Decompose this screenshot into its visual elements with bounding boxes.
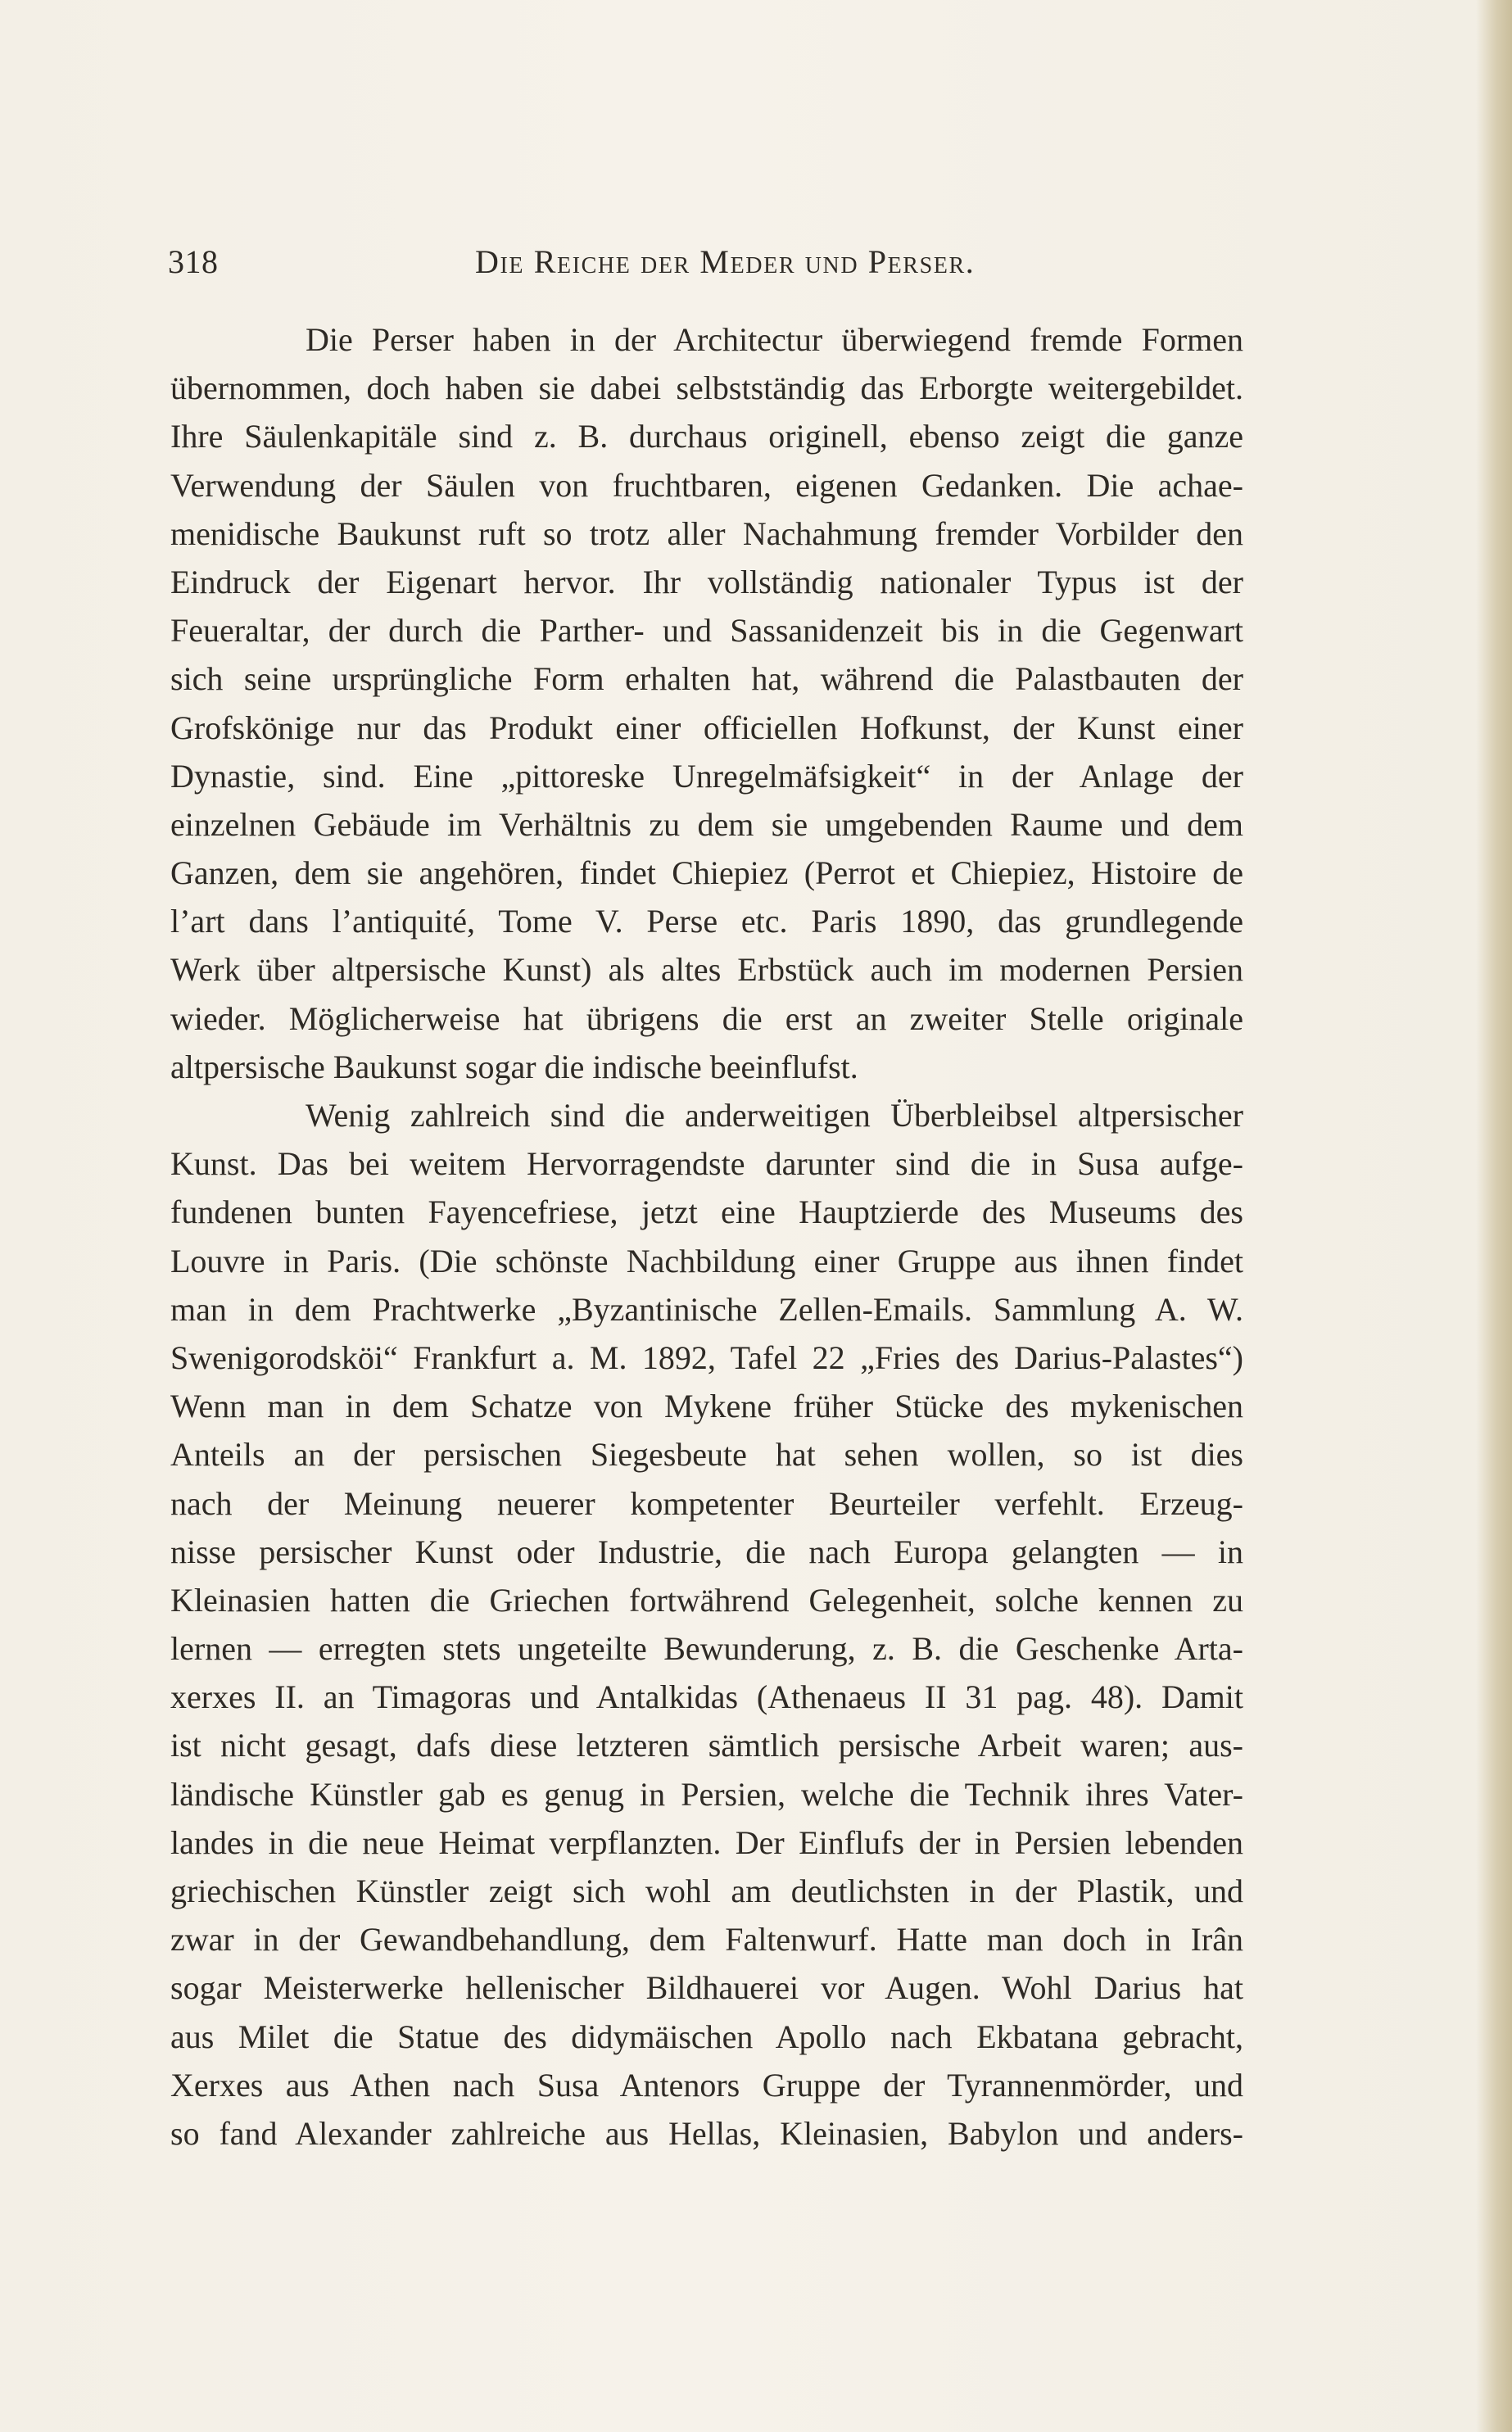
text-line: xerxes II. an Timagoras und Antalkidas (Athenaeus II 31 pag. 48). Damit bbox=[170, 1678, 1243, 1716]
text-line: altpersische Baukunst sogar die indische beeinflufst. bbox=[170, 1048, 858, 1085]
text-line: Wenig zahlreich sind die anderweitigen Überbleibsel altpersischer bbox=[306, 1097, 1243, 1134]
text-line: fundenen bunten Fayencefriese, jetzt eine Hauptzierde des Museums des bbox=[170, 1193, 1243, 1231]
text-line: ist nicht gesagt, dafs diese letzteren sämtlich persische Arbeit waren; aus- bbox=[170, 1727, 1243, 1764]
text-line: Anteils an der persischen Siegesbeute hat sehen wollen, so ist dies bbox=[170, 1436, 1243, 1474]
text-line: man in dem Prachtwerke „Byzantinische Zellen-Emails. Sammlung A. W. bbox=[170, 1290, 1243, 1328]
text-line: so fand Alexander zahlreiche aus Hellas, Kleinasien, Babylon und anders- bbox=[170, 2114, 1243, 2152]
text-line: Dynastie, sind. Eine „pittoreske Unregelmäfsigkeit“ in der Anlage der bbox=[170, 757, 1243, 795]
text-line: zwar in der Gewandbehandlung, dem Faltenwurf. Hatte man doch in Irân bbox=[170, 1921, 1243, 1959]
text-line: Eindruck der Eigenart hervor. Ihr vollständig nationaler Typus ist der bbox=[170, 563, 1243, 600]
text-line: einzelnen Gebäude im Verhältnis zu dem sie umgebenden Raume und dem bbox=[170, 805, 1243, 843]
text-line: Verwendung der Säulen von fruchtbaren, eigenen Gedanken. Die achae- bbox=[170, 466, 1243, 504]
text-line: l’art dans l’antiquité, Tome V. Perse etc. Paris 1890, das grundlegende bbox=[170, 903, 1243, 940]
text-line: aus Milet die Statue des didymäischen Apollo nach Ekbatana gebracht, bbox=[170, 2018, 1243, 2055]
body-text bbox=[170, 315, 1243, 2158]
text-line: Swenigorodsköi“ Frankfurt a. M. 1892, Tafel 22 „Fries des Darius-Palastes“) bbox=[170, 1338, 1243, 1376]
text-line: Die Perser haben in der Architectur überwiegend fremde Formen bbox=[306, 321, 1243, 358]
page-header bbox=[168, 238, 1110, 287]
text-line: nisse persischer Kunst oder Industrie, die nach Europa gelangten — in bbox=[170, 1533, 1243, 1570]
text-line: Xerxes aus Athen nach Susa Antenors Gruppe der Tyrannenmörder, und bbox=[170, 2066, 1243, 2104]
text-line: Wenn man in dem Schatze von Mykene früher Stücke des mykenischen bbox=[170, 1388, 1243, 1425]
text-line: landes in die neue Heimat verpflanzten. Der Einflufs der in Persien lebenden bbox=[170, 1823, 1243, 1861]
text-line: Ganzen, dem sie angehören, findet Chiepiez (Perrot et Chiepiez, Histoire de bbox=[170, 854, 1243, 892]
text-line: übernommen, doch haben sie dabei selbstständig das Erborgte weitergebildet. bbox=[170, 369, 1243, 407]
text-line: Kleinasien hatten die Griechen fortwährend Gelegenheit, solche kennen zu bbox=[170, 1581, 1243, 1619]
text-line: Ihre Säulenkapitäle sind z. B. durchaus originell, ebenso zeigt die ganze bbox=[170, 418, 1243, 455]
text-line: sich seine ursprüngliche Form erhalten hat, während die Palastbauten der bbox=[170, 660, 1243, 698]
text-line: griechischen Künstler zeigt sich wohl am deutlichsten in der Plastik, und bbox=[170, 1873, 1243, 1909]
text-line: ländische Künstler gab es genug in Persien, welche die Technik ihres Vater- bbox=[170, 1775, 1243, 1813]
page-number: 318 bbox=[168, 243, 219, 280]
text-line: wieder. Möglicherweise hat übrigens die erst an zweiter Stelle originale bbox=[170, 999, 1243, 1037]
text-line: nach der Meinung neuerer kompetenter Beurteiler verfehlt. Erzeug- bbox=[170, 1484, 1243, 1522]
text-line: sogar Meisterwerke hellenischer Bildhauerei vor Augen. Wohl Darius hat bbox=[170, 1969, 1243, 2007]
text-line: lernen — erregten stets ungeteilte Bewunderung, z. B. die Geschenke Arta- bbox=[170, 1630, 1243, 1668]
running-title: Die Reiche der Meder und Perser. bbox=[475, 243, 976, 280]
text-line: Grofskönige nur das Produkt einer officiellen Hofkunst, der Kunst einer bbox=[170, 709, 1243, 746]
text-line: Louvre in Paris. (Die schönste Nachbildung einer Gruppe aus ihnen findet bbox=[170, 1242, 1243, 1279]
text-line: Kunst. Das bei weitem Hervorragendste darunter sind die in Susa aufge- bbox=[170, 1145, 1243, 1183]
text-line: Werk über altpersische Kunst) als altes Erbstück auch im modernen Persien bbox=[170, 951, 1243, 989]
page-edge-shadow bbox=[1476, 0, 1512, 2432]
text-line: Feueraltar, der durch die Parther- und Sassanidenzeit bis in die Gegenwart bbox=[170, 612, 1243, 650]
text-line: menidische Baukunst ruft so trotz aller Nachahmung fremder Vorbilder den bbox=[170, 514, 1243, 552]
